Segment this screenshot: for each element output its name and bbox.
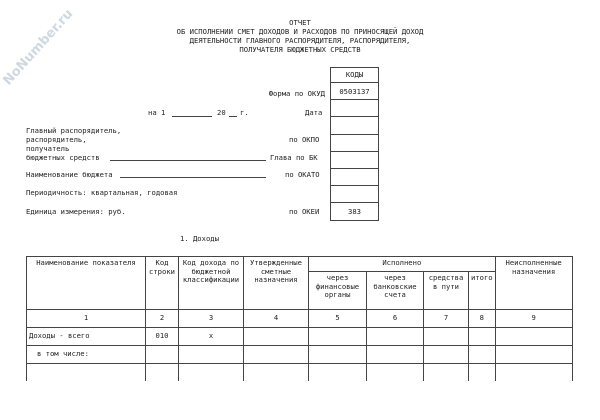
header-in-transit: средства в пути <box>424 272 469 310</box>
year-prefix: 20 <box>217 108 226 117</box>
column-number-row <box>27 310 573 328</box>
codes-box <box>330 67 379 221</box>
row-line-code <box>146 346 179 364</box>
org-label-line: распорядитель, <box>26 135 87 144</box>
row-via-fin-cell[interactable] <box>309 328 367 346</box>
okato-code-field[interactable] <box>331 168 378 185</box>
row-income-code: x <box>179 328 244 346</box>
budget-label: Наименование бюджета <box>26 170 113 179</box>
date-code-field[interactable] <box>331 99 378 116</box>
header-line-code: Код строки <box>146 257 179 310</box>
title-line: ОТЧЕТ <box>289 18 311 27</box>
row-in-transit-cell[interactable] <box>424 364 469 382</box>
row-income-code <box>179 346 244 364</box>
report-title <box>0 18 600 54</box>
row-name: в том числе: <box>27 346 146 364</box>
table-header-row <box>27 257 573 272</box>
column-number: 7 <box>424 310 469 328</box>
okei-label: по ОКЕИ <box>289 207 320 216</box>
row-approved-cell[interactable] <box>244 346 309 364</box>
org-label-line: получатель <box>26 144 70 153</box>
row-via-bank-cell[interactable] <box>367 328 424 346</box>
okud-code-field[interactable]: 0503137 <box>331 82 378 99</box>
glava-label: Глава по БК <box>270 153 318 162</box>
form-okud-label: Форма по ОКУД <box>268 89 325 98</box>
column-number: 9 <box>495 310 572 328</box>
okei-code-field[interactable]: 383 <box>331 202 378 219</box>
title-line: ОБ ИСПОЛНЕНИИ СМЕТ ДОХОДОВ И РАСХОДОВ ПО ПРИНОСЯЩЕЙ ДОХОД <box>176 27 424 36</box>
column-number: 1 <box>27 310 146 328</box>
periodicity-text: Периодичность: квартальная, годовая <box>26 188 178 197</box>
org-label-line: бюджетных средств <box>26 153 100 162</box>
date-day-month-field[interactable] <box>172 116 212 117</box>
column-number: 2 <box>146 310 179 328</box>
row-via-bank-cell[interactable] <box>367 346 424 364</box>
year-suffix: г. <box>240 108 249 117</box>
glava-code-field[interactable] <box>331 151 378 168</box>
org-code-field-1[interactable] <box>331 116 378 133</box>
year-field[interactable] <box>229 116 237 117</box>
table-row <box>27 328 573 346</box>
row-name <box>27 364 146 382</box>
column-number: 6 <box>367 310 424 328</box>
column-number: 5 <box>309 310 367 328</box>
header-approved: Утвержденные сметные назначения <box>244 257 309 310</box>
okpo-code-field[interactable] <box>331 134 378 151</box>
okpo-label: по ОКПО <box>289 135 320 144</box>
codes-header: КОДЫ <box>345 70 364 79</box>
row-name: Доходы - всего <box>27 328 146 346</box>
row-via-fin-cell[interactable] <box>309 364 367 382</box>
row-via-fin-cell[interactable] <box>309 346 367 364</box>
row-total-cell[interactable] <box>469 364 496 382</box>
periodicity-code-field[interactable] <box>331 185 378 202</box>
column-number: 4 <box>244 310 309 328</box>
row-income-code <box>179 364 244 382</box>
row-unexecuted-cell[interactable] <box>495 328 572 346</box>
row-approved-cell[interactable] <box>244 328 309 346</box>
row-in-transit-cell[interactable] <box>424 346 469 364</box>
okato-label: по ОКАТО <box>285 170 320 179</box>
row-line-code <box>146 364 179 382</box>
header-executed: Исполнено <box>309 257 496 272</box>
date-prefix: на 1 <box>148 108 166 117</box>
org-label-line: Главный распорядитель, <box>26 126 122 135</box>
header-via-fin: через финансовые органы <box>309 272 367 310</box>
column-number: 8 <box>469 310 496 328</box>
table-row <box>27 364 573 382</box>
table-row <box>27 346 573 364</box>
date-label: Дата <box>305 108 323 117</box>
income-table <box>26 256 573 381</box>
header-unexecuted: Неисполненные назначения <box>495 257 572 310</box>
title-line: ПОЛУЧАТЕЛЯ БЮДЖЕТНЫХ СРЕДСТВ <box>239 45 361 54</box>
section-title: 1. Доходы <box>180 234 219 243</box>
title-line: ДЕЯТЕЛЬНОСТИ ГЛАВНОГО РАСПОРЯДИТЕЛЯ, РАСПОРЯДИТЕЛЯ, <box>189 36 411 45</box>
row-unexecuted-cell[interactable] <box>495 346 572 364</box>
row-total-cell[interactable] <box>469 346 496 364</box>
org-name-field[interactable] <box>110 160 266 161</box>
unit-text: Единица измерения: руб. <box>26 207 126 216</box>
header-via-bank: через банковские счета <box>367 272 424 310</box>
row-unexecuted-cell[interactable] <box>495 364 572 382</box>
header-name: Наименование показателя <box>27 257 146 310</box>
header-total: итого <box>469 272 496 310</box>
row-approved-cell[interactable] <box>244 364 309 382</box>
row-in-transit-cell[interactable] <box>424 328 469 346</box>
budget-name-field[interactable] <box>120 177 266 178</box>
row-line-code: 010 <box>146 328 179 346</box>
watermark-logo: NoNumber.ru <box>0 6 77 89</box>
row-total-cell[interactable] <box>469 328 496 346</box>
header-income-code: Код дохода по бюджетной классификации <box>179 257 244 310</box>
column-number: 3 <box>179 310 244 328</box>
row-via-bank-cell[interactable] <box>367 364 424 382</box>
